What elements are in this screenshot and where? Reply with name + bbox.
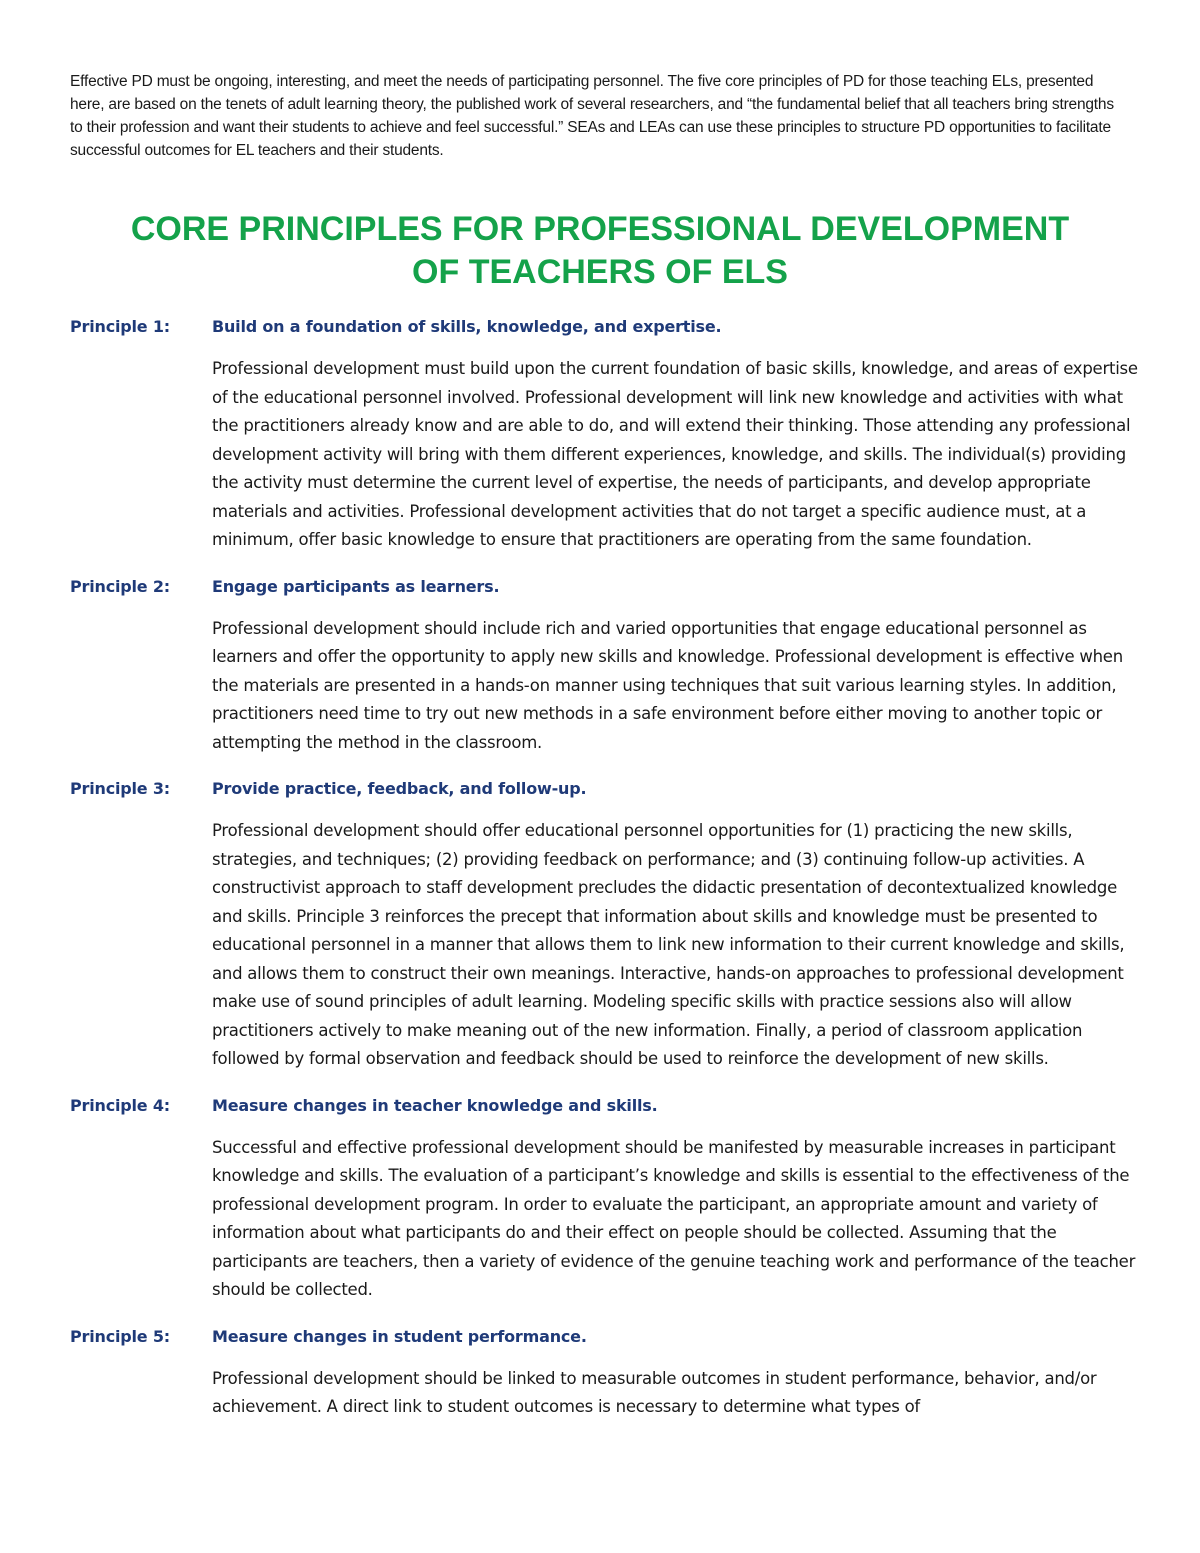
principle-header xyxy=(70,313,1140,341)
principle-heading: Measure changes in teacher knowledge and skills. xyxy=(212,1095,658,1115)
principle-2 xyxy=(70,573,1140,758)
principle-body: Professional development should offer educational personnel opportunities for (1) practicing the new skills, strategies, and techniques; (2) providing feedback on performance; and (3) continuing follow-up activities. A constructivist approach to staff development precludes the didactic presentation of decontextualized knowledge and skills. Principle 3 reinforces the precept that information about skills and knowledge must be presented to educational personnel in a manner that allows them to link new information to their current knowledge and skills, and allows them to construct their own meanings. Interactive, hands-on approaches to professional development make use of sound principles of adult learning. Modeling specific skills with practice sessions also will allow practitioners actively to make meaning out of the new information. Finally, a period of classroom application followed by formal observation and feedback should be used to reinforce the development of new skills. xyxy=(212,821,1125,1068)
principle-label: Principle 2: xyxy=(70,576,170,596)
principle-body: Professional development must build upon the current foundation of basic skills, knowledge, and areas of expertise of the educational personnel involved. Professional development will link new knowledge and activities with what the practitioners already know and are able to do, and will extend their thinking. Those attending any professional development activity will bring with them different experiences, knowledge, and skills. The individual(s) providing the activity must determine the current level of expertise, the needs of participants, and develop appropriate materials and activities. Professional development activities that do not target a specific audience must, at a minimum, offer basic knowledge to ensure that practitioners are operating from the same foundation. xyxy=(212,359,1138,549)
principle-heading: Engage participants as learners. xyxy=(212,576,500,596)
principle-label: Principle 1: xyxy=(70,317,170,336)
principle-header xyxy=(70,1323,1140,1351)
principle-header xyxy=(70,1092,1140,1120)
principle-header xyxy=(70,573,1140,601)
principle-body: Professional development should include rich and varied opportunities that engage educational personnel as learners and offer the opportunity to apply new skills and knowledge. Professional development is effective when the materials are presented in a hands-on manner using techniques that suit various learning styles. In addition, practitioners need time to try out new methods in a safe environment before either moving to another topic or attempting the method in the classroom. xyxy=(212,618,1123,752)
page-title xyxy=(70,208,1130,294)
principle-heading: Measure changes in student performance. xyxy=(212,1326,587,1346)
principle-label: Principle 3: xyxy=(70,779,170,798)
principle-3 xyxy=(70,775,1140,1074)
intro-paragraph: Effective PD must be ongoing, interesting, and meet the needs of participating personnel. The five core principles of PD for those teaching ELs, presented here, are based on the tenets of adult learning theory, the published work of several researchers, and “the fundamental belief that all teachers bring strengths to their profession and want their students to achieve and feel successful.” SEAs and LEAs can use these principles to structure PD opportunities to facilitate successful outcomes for EL teachers and their students. xyxy=(70,73,1114,159)
principle-body: Professional development should be linked to measurable outcomes in student performance, behavior, and/or achievement. A direct link to student outcomes is necessary to determine what types of xyxy=(212,1368,1097,1416)
page-title-line-2: OF TEACHERS OF ELS xyxy=(412,253,788,291)
principle-label: Principle 4: xyxy=(70,1095,170,1115)
principles-list xyxy=(70,313,1140,1440)
principle-label: Principle 5: xyxy=(70,1326,170,1346)
principle-1 xyxy=(70,313,1140,555)
principle-heading: Build on a foundation of skills, knowledge, and expertise. xyxy=(212,317,722,336)
principle-heading: Provide practice, feedback, and follow-up. xyxy=(212,779,587,798)
page-title-line-1: CORE PRINCIPLES FOR PROFESSIONAL DEVELOPMENT xyxy=(130,210,1070,248)
principle-4 xyxy=(70,1092,1140,1305)
principle-5 xyxy=(70,1323,1140,1422)
principle-body: Successful and effective professional development should be manifested by measurable increases in participant knowledge and skills. The evaluation of a participant’s knowledge and skills is essential to the effectiveness of the professional development program. In order to evaluate the participant, an appropriate amount and variety of information about what participants do and their effect on people should be collected. Assuming that the participants are teachers, then a variety of evidence of the genuine teaching work and performance of the teacher should be collected. xyxy=(212,1137,1136,1299)
principle-header xyxy=(70,775,1140,803)
